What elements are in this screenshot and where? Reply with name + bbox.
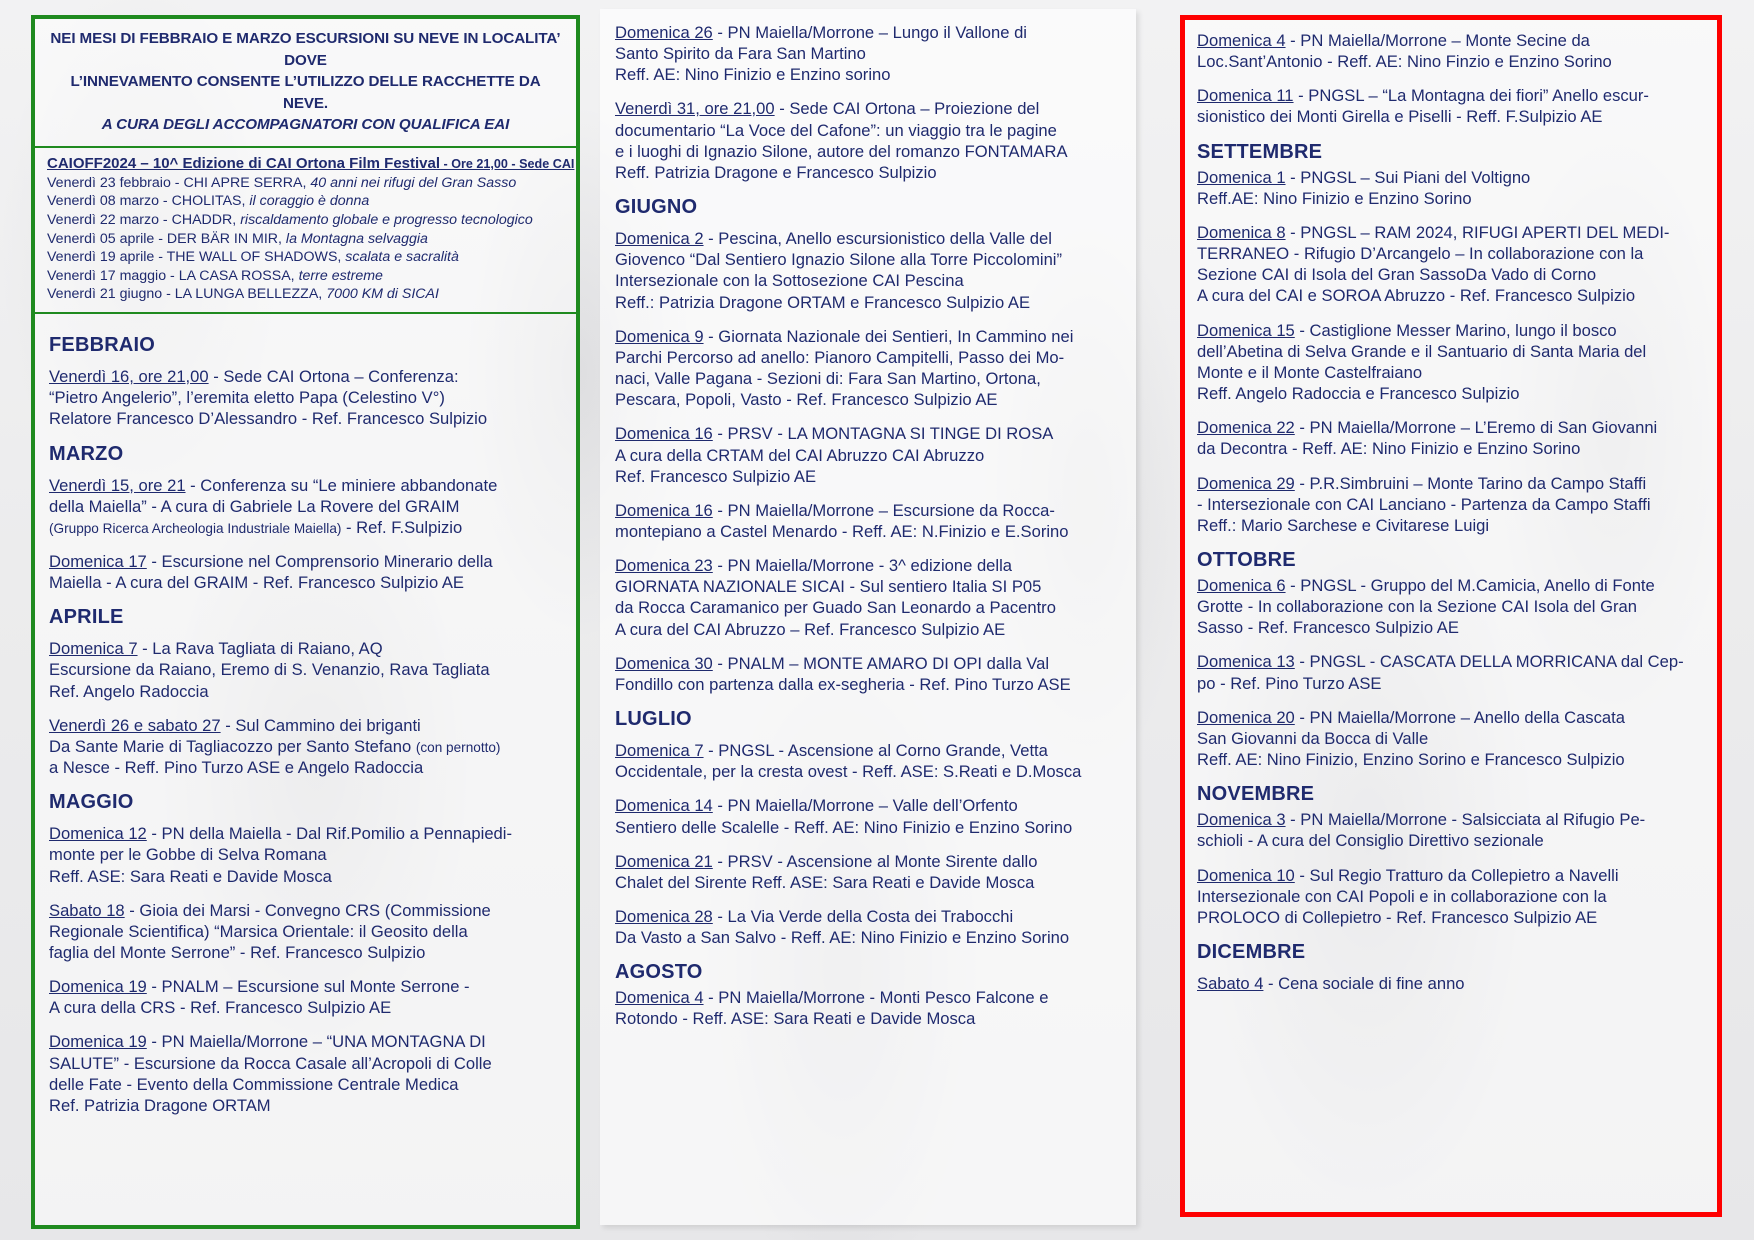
event-mag-31 (615, 98, 1125, 183)
event-line: Reff. ASE: Sara Reati e Davide Mosca (49, 866, 332, 886)
event-line: Sentiero delle Scalelle - Reff. AE: Nino Finizio e Enzino Sorino (615, 817, 1073, 837)
event-line: schioli - A cura del Consiglio Direttivo sezionale (1197, 831, 1544, 851)
event-nov-3 (1197, 809, 1705, 851)
event-line: A cura della CRS - Ref. Francesco Sulpizio AE (49, 998, 392, 1018)
event-date: Domenica 21 (615, 851, 713, 871)
event-date: Domenica 7 (615, 741, 704, 761)
film-row-subtitle: la Montagna selvaggia (285, 230, 428, 247)
event-date: Domenica 12 (49, 824, 147, 844)
event-line: Reff. AE: Nino Finizio, Enzino Sorino e Francesco Sulpizio (1197, 750, 1625, 770)
event-line: Maiella - A cura del GRAIM - Ref. Francesco Sulpizio AE (49, 573, 465, 593)
event-date: Domenica 15 (1197, 320, 1295, 340)
event-line: - PRSV - LA MONTAGNA SI TINGE DI ROSA (712, 424, 1054, 444)
event-ott-13 (1197, 651, 1705, 693)
film-festival-block (35, 148, 576, 314)
event-line: PROLOCO di Collepietro - Ref. Francesco Sulpizio AE (1197, 907, 1598, 927)
month-heading-maggio: MAGGIO (49, 791, 134, 814)
event-set-22 (1197, 417, 1705, 459)
event-line: - Ref. F.Sulpizio (341, 517, 463, 537)
event-line: Da Vasto a San Salvo - Reff. AE: Nino Finizio e Enzino Sorino (615, 928, 1070, 948)
event-lug-21 (615, 851, 1125, 893)
event-line: A cura del CAI e SOROA Abruzzo - Ref. Francesco Sulpizio (1197, 286, 1636, 306)
event-lug-14 (615, 795, 1125, 837)
event-line: - La Via Verde della Costa dei Trabocchi (712, 907, 1014, 926)
event-line: - PN Maiella/Morrone - Salsicciata al Rifugio Pe- (1285, 810, 1646, 830)
event-line: della Maiella” - A cura di Gabriele La Rovere del GRAIM (49, 496, 460, 516)
month-heading-ottobre: OTTOBRE (1197, 548, 1296, 571)
event-line: delle Fate - Evento della Commissione Centrale Medica (49, 1074, 459, 1094)
event-date: Domenica 19 (49, 1032, 147, 1052)
event-line: Loc.Sant’Antonio - Reff. AE: Nino Finzio e Enzino Sorino (1197, 52, 1612, 72)
film-row (47, 174, 566, 193)
event-line: - PNGSL – RAM 2024, RIFUGI APERTI DEL MEDI- (1285, 222, 1670, 242)
film-row-date: Venerdì 08 marzo - CHOLITAS, (47, 193, 250, 210)
event-line: GIORNATA NAZIONALE SICAI - Sul sentiero Italia SI P05 (615, 577, 1042, 597)
film-row-subtitle: 40 anni nei rifugi del Gran Sasso (310, 174, 517, 191)
column-three-red-panel (1180, 15, 1722, 1217)
snow-notice-line-2: L’INNEVAMENTO CONSENTE L’UTILIZZO DELLE RACCHETTE DA NEVE. (70, 73, 541, 112)
event-line: - Castiglione Messer Marino, lungo il bosco (1294, 320, 1617, 340)
event-ago-4-secine (1197, 30, 1705, 72)
event-line: Regionale Scientifica) “Marsica Orientale: il Geosito della (49, 921, 468, 941)
event-line: Reff. AE: Nino Finizio e Enzino sorino (615, 65, 891, 85)
snow-notice-header (35, 19, 576, 148)
event-line: - Sede CAI Ortona – Conferenza: (208, 367, 459, 387)
event-giu-16-prsv (615, 423, 1125, 486)
event-line: - Conferenza su “Le miniere abbandonate (185, 475, 498, 495)
event-giu-16-roccamontepiano (615, 500, 1125, 542)
film-row (47, 230, 566, 249)
event-line: naci, Valle Pagana - Sezioni di: Fara San Martino, Ortona, (615, 369, 1041, 389)
event-date: Domenica 23 (615, 556, 713, 576)
event-feb-16 (49, 366, 564, 429)
event-line: - Gioia dei Marsi - Convegno CRS (Commissione (124, 900, 491, 920)
event-line: sionistico dei Monti Girella e Piselli - Reff. F.Sulpizio AE (1197, 107, 1603, 127)
event-ott-6 (1197, 575, 1705, 638)
film-row (47, 248, 566, 267)
film-festival-title (47, 154, 575, 172)
event-line: Rotondo - Reff. ASE: Sara Reati e Davide Mosca (615, 1009, 976, 1029)
film-row-date: Venerdì 17 maggio - LA CASA ROSSA, (47, 267, 299, 284)
event-line: - PN Maiella/Morrone – Lungo il Vallone di (712, 23, 1027, 42)
event-line: - Cena sociale di fine anno (1263, 974, 1465, 993)
event-date: Sabato 18 (49, 900, 125, 920)
event-line: - PN Maiella/Morrone - 3^ edizione della (712, 556, 1013, 576)
event-line: SALUTE” - Escursione da Rocca Casale all’Acropoli di Colle (49, 1053, 492, 1073)
event-date: Domenica 22 (1197, 418, 1295, 438)
event-date: Domenica 1 (1197, 167, 1286, 187)
film-row-date: Venerdì 21 giugno - LA LUNGA BELLEZZA, (47, 286, 327, 303)
event-line: Giovenco “Dal Sentiero Ignazio Silone alla Torre Piccolomini” (615, 250, 1063, 270)
snow-notice-line-1: NEI MESI DI FEBBRAIO E MARZO ESCURSIONI SU NEVE IN LOCALITA’ DOVE (50, 30, 561, 69)
film-festival-title-sub: - Ore 21,00 - Sede CAI (440, 156, 575, 171)
event-line: - PN Maiella/Morrone – Valle dell’Orfento (712, 796, 1018, 816)
event-line: “Pietro Angelerio”, l’eremita eletto Papa (Celestino V°) (49, 388, 445, 408)
event-line: po - Ref. Pino Turzo ASE (1197, 673, 1382, 693)
film-row-subtitle: terre estreme (298, 267, 383, 284)
event-nov-10 (1197, 865, 1705, 928)
month-heading-giugno: GIUGNO (615, 196, 698, 219)
event-line: Reff. Patrizia Dragone e Francesco Sulpizio (615, 162, 937, 182)
event-line: faglia del Monte Serrone” - Ref. Francesco Sulpizio (49, 943, 426, 963)
event-date: Domenica 11 (1197, 86, 1294, 106)
event-date: Domenica 26 (615, 23, 713, 42)
month-heading-luglio: LUGLIO (615, 708, 692, 731)
event-date: Domenica 9 (615, 326, 704, 346)
film-row-subtitle: il coraggio è donna (249, 193, 370, 210)
event-date: Domenica 20 (1197, 707, 1295, 727)
event-line: - Pescina, Anello escursionistico della Valle del (703, 229, 1052, 249)
event-line: - PNGSL - CASCATA DELLA MORRICANA dal Cep- (1294, 652, 1684, 672)
event-ago-11 (1197, 85, 1705, 127)
event-date: Domenica 13 (1197, 652, 1295, 672)
event-line: Ref. Francesco Sulpizio AE (615, 466, 817, 486)
event-line: Escursione da Raiano, Eremo di S. Venanzio, Rava Tagliata (49, 660, 490, 680)
month-heading-dicembre: DICEMBRE (1197, 941, 1306, 963)
film-row-subtitle: riscaldamento globale e progresso tecnologico (240, 212, 533, 229)
event-line: Relatore Francesco D’Alessandro - Ref. Francesco Sulpizio (49, 409, 488, 429)
event-mag-18 (49, 900, 564, 963)
event-ago-4 (615, 987, 1125, 1029)
event-line: monte per le Gobbe di Selva Romana (49, 845, 327, 865)
event-date: Domenica 10 (1197, 865, 1295, 885)
film-row-date: Venerdì 19 aprile - THE WALL OF SHADOWS, (47, 249, 346, 266)
event-date: Domenica 17 (49, 551, 147, 571)
event-date: Domenica 14 (615, 796, 713, 816)
event-line: Reff. Angelo Radoccia e Francesco Sulpizio (1197, 384, 1520, 404)
film-row-subtitle: 7000 KM di SICAI (326, 286, 439, 303)
event-date: Venerdì 15, ore 21 (49, 475, 186, 495)
event-date: Domenica 16 (615, 500, 713, 520)
column-two-events (607, 14, 1131, 1222)
event-date: Domenica 29 (1197, 473, 1295, 493)
event-line: - PN Maiella/Morrone – “UNA MONTAGNA DI (146, 1032, 486, 1052)
event-line: - PN Maiella/Morrone - Monti Pesco Falcone e (703, 988, 1049, 1008)
film-festival-title-main: CAIOFF2024 – 10^ Edizione di CAI Ortona Film Festival (47, 154, 441, 172)
event-line: Reff.: Mario Sarchese e Civitarese Luigi (1197, 515, 1490, 535)
event-dic-4 (1197, 973, 1705, 994)
event-line: - Sede CAI Ortona – Proiezione del (774, 99, 1040, 119)
event-line: Sasso - Ref. Francesco Sulpizio AE (1197, 618, 1459, 638)
event-mag-26 (615, 22, 1125, 85)
event-line: da Decontra - Reff. AE: Nino Finizio e Enzino Sorino (1197, 439, 1581, 459)
event-lug-7 (615, 740, 1125, 782)
event-line: A cura del CAI Abruzzo – Ref. Francesco Sulpizio AE (615, 619, 1006, 639)
event-line: Grotte - In collaborazione con la Sezione CAI Isola del Gran (1197, 597, 1637, 617)
event-date: Venerdì 26 e sabato 27 (49, 715, 221, 735)
film-row-date: Venerdì 23 febbraio - CHI APRE SERRA, (47, 174, 311, 191)
event-line: - PNGSL – “La Montagna dei fiori” Anello escur- (1293, 86, 1649, 106)
film-row (47, 285, 566, 304)
event-line: Pescara, Popoli, Vasto - Ref. Francesco Sulpizio AE (615, 390, 998, 410)
film-row (47, 267, 566, 286)
month-heading-novembre: NOVEMBRE (1197, 783, 1315, 806)
event-mar-15 (49, 475, 564, 538)
event-line: - PNGSL - Ascensione al Corno Grande, Vetta (703, 741, 1048, 761)
event-mag-19-montagna-salute (49, 1031, 564, 1116)
event-date: Domenica 4 (615, 988, 704, 1008)
event-line: - Sul Cammino dei briganti (220, 715, 421, 735)
film-row (47, 211, 566, 230)
snow-notice-line-3: A CURA DEGLI ACCOMPAGNATORI CON QUALIFICA EAI (101, 116, 510, 134)
event-apr-7 (49, 638, 564, 701)
event-mag-19-pnalm (49, 976, 564, 1018)
event-line: montepiano a Castel Menardo - Reff. AE: N.Finizio e E.Sorino (615, 521, 1069, 541)
event-line: TERRANEO - Rifugio D’Arcangelo – In collaborazione con la (1197, 244, 1644, 264)
event-line: Chalet del Sirente Reff. ASE: Sara Reati e Davide Mosca (615, 872, 1035, 892)
event-date: Venerdì 31, ore 21,00 (615, 99, 775, 119)
event-line: Reff.AE: Nino Finizio e Enzino Sorino (1197, 188, 1472, 208)
month-heading-marzo: MARZO (49, 442, 124, 465)
film-row (47, 192, 566, 211)
event-line: - P.R.Simbruini – Monte Tarino da Campo Staffi (1294, 473, 1647, 493)
event-line: Intersezionale con CAI Popoli e in collaborazione con la (1197, 886, 1607, 906)
event-line: - Sul Regio Tratturo da Collepietro a Navelli (1294, 865, 1619, 885)
event-line: - Intersezionale con CAI Lanciano - Partenza da Campo Staffi (1197, 494, 1651, 514)
event-date: Venerdì 16, ore 21,00 (49, 367, 209, 387)
event-giu-2 (615, 228, 1125, 313)
column-one-events (35, 314, 576, 1137)
event-line: Ref. Patrizia Dragone ORTAM (49, 1095, 271, 1115)
event-set-1 (1197, 167, 1705, 209)
event-line: - PN Maiella/Morrone – Anello della Cascata (1294, 707, 1625, 727)
event-line: - PNALM – MONTE AMARO DI OPI dalla Val (712, 653, 1050, 673)
event-line: - PNGSL - Gruppo del M.Camicia, Anello di Fonte (1285, 575, 1655, 595)
event-apr-26 (49, 715, 564, 778)
event-date: Domenica 7 (49, 639, 138, 659)
event-line: dell’Abetina di Selva Grande e il Santuario di Santa Maria del (1197, 341, 1647, 361)
event-line: - Escursione nel Comprensorio Minerario della (146, 551, 493, 571)
event-mar-17 (49, 551, 564, 593)
event-set-8 (1197, 222, 1705, 307)
film-row-date: Venerdì 22 marzo - CHADDR, (47, 212, 241, 229)
column-one-green-panel (31, 15, 580, 1229)
event-line: Santo Spirito da Fara San Martino (615, 44, 866, 64)
event-date: Domenica 16 (615, 424, 713, 444)
event-line: da Rocca Caramanico per Guado San Leonardo a Pacentro (615, 598, 1056, 618)
month-heading-aprile: APRILE (49, 606, 124, 629)
event-set-29 (1197, 473, 1705, 536)
film-row-date: Venerdì 05 aprile - DER BÄR IN MIR, (47, 230, 286, 247)
month-heading-febbraio: FEBBRAIO (49, 334, 156, 357)
event-line: Monte e il Monte Castelfraiano (1197, 362, 1423, 382)
event-date: Domenica 6 (1197, 575, 1286, 595)
event-line: - PN Maiella/Morrone – Monte Secine da (1285, 31, 1590, 50)
event-giu-23 (615, 555, 1125, 640)
event-line: Parchi Percorso ad anello: Pianoro Campitelli, Passo dei Mo- (615, 347, 1065, 367)
event-line: Ref. Angelo Radoccia (49, 681, 209, 701)
event-line: - PNALM – Escursione sul Monte Serrone - (146, 977, 470, 997)
event-ott-20 (1197, 707, 1705, 770)
event-line: A cura della CRTAM del CAI Abruzzo CAI Abruzzo (615, 445, 985, 465)
event-line: documentario “La Voce del Cafone”: un viaggio tra le pagine (615, 120, 1057, 140)
event-line: - PN Maiella/Morrone – L’Eremo di San Giovanni (1294, 418, 1658, 438)
event-date: Domenica 28 (615, 907, 713, 926)
event-giu-9 (615, 326, 1125, 411)
month-heading-settembre: SETTEMBRE (1197, 140, 1323, 163)
event-line: Occidentale, per la cresta ovest - Reff. ASE: S.Reati e D.Mosca (615, 762, 1082, 782)
event-date: Domenica 3 (1197, 810, 1286, 830)
event-line: Fondillo con partenza dalla ex-segheria - Ref. Pino Turzo ASE (615, 674, 1071, 694)
event-line: San Giovanni da Bocca di Valle (1197, 728, 1429, 748)
month-heading-agosto: AGOSTO (615, 961, 703, 984)
event-lug-28 (615, 906, 1125, 948)
event-line-small: (Gruppo Ricerca Archeologia Industriale Maiella) (49, 520, 342, 536)
event-date: Domenica 19 (49, 977, 147, 997)
event-line-small: (con pernotto) (415, 739, 501, 755)
event-line: e i luoghi di Ignazio Silone, autore del romanzo FONTAMARA (615, 141, 1068, 161)
event-line: - La Rava Tagliata di Raiano, AQ (137, 639, 383, 659)
event-mag-12 (49, 823, 564, 886)
event-line: - PNGSL – Sui Piani del Voltigno (1285, 167, 1531, 187)
event-date: Domenica 30 (615, 653, 713, 673)
event-date: Domenica 2 (615, 229, 704, 249)
event-line: Intersezionale con la Sottosezione CAI Pescina (615, 271, 964, 291)
event-date: Sabato 4 (1197, 974, 1264, 993)
film-row-subtitle: scalata e sacralità (345, 249, 459, 266)
event-set-15 (1197, 320, 1705, 405)
event-line: - PN della Maiella - Dal Rif.Pomilio a Pennapiedi- (146, 824, 512, 844)
event-line: Reff.: Patrizia Dragone ORTAM e Francesco Sulpizio AE (615, 292, 1031, 312)
event-line: - Giornata Nazionale dei Sentieri, In Cammino nei (703, 326, 1074, 346)
event-line: Da Sante Marie di Tagliacozzo per Santo Stefano (49, 736, 416, 756)
event-line: - PRSV - Ascensione al Monte Sirente dallo (712, 851, 1038, 871)
event-line: Sezione CAI di Isola del Gran SassoDa Vado di Corno (1197, 265, 1597, 285)
event-date: Domenica 4 (1197, 31, 1286, 50)
event-date: Domenica 8 (1197, 222, 1286, 242)
event-line: - PN Maiella/Morrone – Escursione da Rocca- (712, 500, 1055, 520)
event-line: a Nesce - Reff. Pino Turzo ASE e Angelo Radoccia (49, 758, 424, 778)
event-giu-30 (615, 653, 1125, 695)
